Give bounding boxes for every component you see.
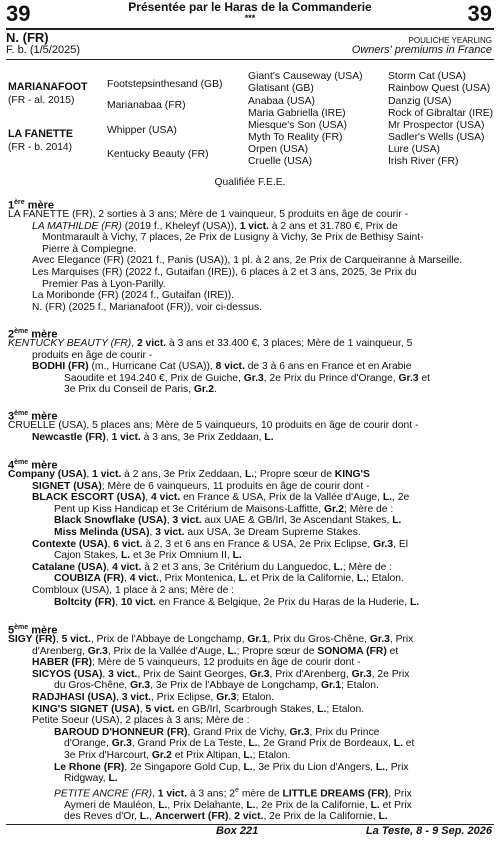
section-second-dam [8, 338, 492, 396]
text-line: PETITE ANCRE (FR), 1 vict. à 3 ans; 2e mère de LITTLE DREAMS (FR), Prix [54, 786, 412, 800]
section-title-first-dam: 1ère mère [8, 199, 54, 212]
text-line: Premier Pas à Lyon-Parilly. [42, 278, 166, 290]
section-title-fourth-dam: 4ème mère [8, 459, 58, 472]
header-rule [6, 28, 494, 30]
section-title-second-dam: 2ème mère [8, 328, 58, 341]
text-line: SIGY (FR), 5 vict., Prix de l'Abbaye de Longchamp, Gr.1, Prix du Gros-Chêne, Gr.3, Prix [8, 634, 414, 645]
lot-number-right: 39 [467, 1, 492, 26]
gen3-8: Cruelle (USA) [248, 156, 313, 167]
gen3-4: Maria Gabriella (IRE) [248, 108, 346, 119]
section-first-dam [8, 209, 492, 313]
gen3-3: Anabaa (USA) [248, 96, 315, 107]
premiums-note: Owners' premiums in France [351, 44, 492, 56]
gen3-2: Glatisant (GB) [248, 83, 314, 94]
gen3-5: Miesque's Son (USA) [248, 120, 348, 131]
text-line: SIGNET (USA); Mère de 6 vainqueurs, 11 produits en âge de courir dont - [32, 480, 370, 492]
text-line: KENTUCKY BEAUTY (FR), 2 vict. à 3 ans et 33.400 €, 3 places; Mère de 1 vainqueur, 5 [8, 338, 413, 349]
text-line: d'Orange, Gr.3, Grand Prix de La Teste, L., 2e Grand Prix de Bordeaux, L. et [64, 738, 415, 750]
text-line: Avec Elegance (FR) (2021 f., Panis (USA)), 1 pl. à 2 ans, 2e Prix de Carqueiranne à Marseille. [32, 255, 463, 267]
text-line: 3e Prix du Conseil de Paris, Gr.2. [64, 384, 217, 396]
granddam-maternal: Kentucky Beauty (FR) [107, 149, 209, 160]
text-line: Montmarault à Vichy, 7 places, 2e Prix de Lusigny à Vichy, 3e Prix de Bethisy Saint- [42, 232, 424, 244]
section-fifth-dam [8, 634, 492, 823]
text-line: Black Snowflake (USA), 3 vict. aux UAE & GB/Irl, 3e Ascendant Stakes, L. [54, 515, 402, 527]
text-line: Combloux (USA), 1 place à 2 ans; Mère de : [32, 584, 235, 596]
text-line: 3e Prix d'Harcourt, Gr.2 et Prix Altipan, L.; Etalon. [64, 749, 291, 761]
gen4-8: Irish River (FR) [388, 156, 459, 167]
text-line: BODHI (FR) (m., Hurricane Cat (USA)), 8 vict. de 3 à 6 ans en France et en Arabie [32, 361, 412, 373]
text-line: Contexte (USA), 6 vict. à 2, 3 et 6 ans en France & USA, 2e Prix Eclipse, Gr.3, El [32, 538, 409, 550]
gen3-6: Myth To Reality (FR) [248, 132, 343, 143]
horse-name: N. (FR) [6, 30, 49, 45]
qualification-note: Qualifiée F.E.E. [214, 177, 286, 188]
text-line: des Reves d'Or, L., Ancerwert (FR), 2 vict., 2e Prix de la Californie, L. [64, 811, 388, 823]
dam-info: (FR - b. 2014) [8, 142, 73, 153]
text-line: N. (FR) (2025 f., Marianafoot (FR)), voir ci-dessus. [32, 301, 263, 313]
horse-type: POULICHE YEARLING [408, 36, 492, 45]
text-line: Petite Soeur (USA), 2 places à 3 ans; Mère de : [32, 715, 250, 727]
text-line: RADJHASI (USA), 3 vict., Prix Eclipse, Gr.3; Etalon. [32, 691, 275, 703]
text-line: Saoudite et 194.240 €, Prix de Guiche, Gr.3, 2e Prix du Prince d'Orange, Gr.3 et [64, 372, 431, 384]
gen4-3: Danzig (USA) [388, 96, 452, 107]
text-line: Miss Melinda (USA), 3 vict. aux USA, 3e Dream Supreme Stakes. [54, 526, 361, 538]
gen4-1: Storm Cat (USA) [388, 71, 466, 82]
text-line: Les Marquises (FR) (2022 f., Gutaifan (IRE)), 6 places à 2 et 3 ans, 2025, 3e Prix du [32, 266, 417, 278]
text-line: LA MATHILDE (FR) (2019 f., Kheleyf (USA)), 1 vict. à 2 ans et 31.780 €, Prix de [32, 220, 398, 232]
text-line: La Moribonde (FR) (2024 f., Gutaifan (IRE)). [32, 290, 235, 302]
text-line: KING'S SIGNET (USA), 5 vict. en GB/Irl, Scarbrough Stakes, L.; Etalon. [32, 703, 365, 715]
gen4-7: Lure (USA) [388, 144, 440, 155]
text-line: Ridgway, L. [64, 773, 118, 785]
sale-info: La Teste, 8 - 9 Sep. 2026 [365, 825, 492, 837]
gen3-1: Giant's Causeway (USA) [248, 71, 363, 82]
text-line: Newcastle (FR), 1 vict. à 3 ans, 3e Prix Zeddaan, L. [32, 431, 274, 443]
text-line: d'Arenberg, Gr.3, Prix de la Vallée d'Auge, L.; Propre sœur de SONOMA (FR) et [32, 645, 399, 657]
text-line: SICYOS (USA), 3 vict., Prix de Saint Georges, Gr.3, Prix d'Arenberg, Gr.3, 2e Prix [32, 668, 410, 680]
text-line: Catalane (USA), 4 vict. à 2 et 3 ans, 3e Critérium du Languedoc, L.; Mère de : [32, 561, 393, 573]
horse-birth: F. b. (1/5/2025) [6, 44, 80, 56]
sire-name: MARIANAFOOT [8, 81, 88, 93]
text-line: du Gros-Chêne, Gr.3, 3e Prix de l'Abbaye de Longchamp, Gr.1; Etalon. [54, 680, 379, 692]
consignor-title: Présentée par le Haras de la Commanderie [128, 0, 372, 14]
grandsire-maternal: Whipper (USA) [107, 125, 177, 136]
gen4-2: Rainbow Quest (USA) [388, 83, 491, 94]
text-line: Boltcity (FR), 10 vict. en France & Belgique, 2e Prix du Haras de la Huderie, L. [54, 596, 420, 608]
section-title-third-dam: 3ème mère [8, 410, 58, 423]
gen4-4: Rock of Gibraltar (IRE) [388, 108, 494, 119]
text-line: Pierre à Compiegne. [42, 243, 137, 255]
text-line: Aymeri de Mauléon, L., Prix Delahante, L., 2e Prix de la Californie, L. et Prix [64, 799, 412, 811]
grandsire-paternal: Footstepsinthesand (GB) [107, 79, 223, 90]
lot-number-left: 39 [6, 1, 31, 26]
text-line: CRUELLE (USA), 5 places ans; Mère de 5 vainqueurs, 10 produits en âge de courir dont - [8, 420, 419, 431]
granddam-paternal: Marianabaa (FR) [107, 100, 186, 111]
text-line: produits en âge de courir - [32, 349, 153, 361]
pedigree-top-rule [6, 59, 494, 60]
text-line: Le Rhone (FR), 2e Singapore Gold Cup, L., 3e Prix du Lion d'Angers, L., Prix [54, 761, 409, 773]
section-fourth-dam [8, 469, 492, 608]
box-number: Box 221 [216, 825, 259, 837]
gen3-7: Orpen (USA) [248, 144, 309, 155]
text-line: Pent up Kiss Handicap et 3e Critérium de Maisons-Laffitte, Gr.2; Mère de : [54, 503, 394, 515]
section-third-dam [8, 420, 492, 443]
stars: *** [244, 13, 256, 23]
text-line: BLACK ESCORT (USA), 4 vict. en France & USA, Prix de la Vallée d'Auge, L., 2e [32, 492, 410, 504]
text-line: BAROUD D'HONNEUR (FR), Grand Prix de Vichy, Gr.3, Prix du Prince [54, 726, 380, 738]
sire-info: (FR - al. 2015) [8, 95, 75, 106]
text-line: Company (USA), 1 vict. à 2 ans, 3e Prix Zeddaan, L.; Propre sœur de KING'S [8, 469, 370, 480]
text-line: Cajon Stakes, L. et 3e Prix Omnium II, L. [54, 550, 242, 562]
text-line: LA FANETTE (FR), 2 sorties à 3 ans; Mère de 1 vainqueur, 5 produits en âge de courir - [8, 209, 409, 220]
text-line: COUBIZA (FR), 4 vict., Prix Montenica, L. et Prix de la Californie, L.; Etalon. [54, 573, 404, 585]
gen4-5: Mr Prospector (USA) [388, 120, 485, 131]
section-title-fifth-dam: 5ème mère [8, 624, 58, 637]
dam-name: LA FANETTE [8, 128, 73, 140]
gen4-6: Sadler's Wells (USA) [388, 132, 485, 143]
text-line: HABER (FR); Mère de 5 vainqueurs, 12 produits en âge de courir dont - [32, 657, 361, 669]
